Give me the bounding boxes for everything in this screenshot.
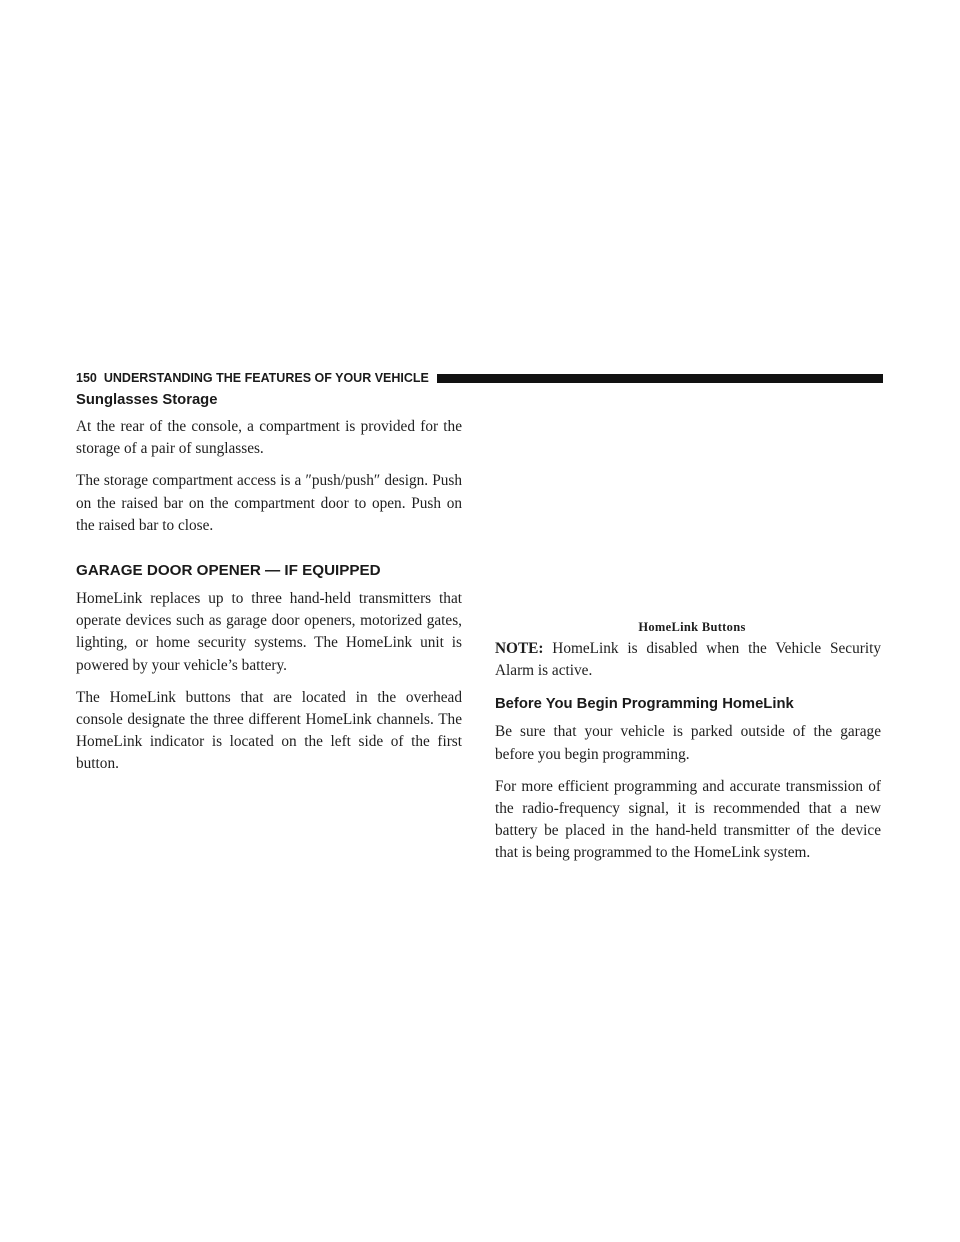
header-rule [437, 374, 883, 383]
garage-paragraph-2: The HomeLink buttons that are located in the overhead console designate the three different HomeLink channels. The HomeLink indicator is located on the left side of the first button. [76, 688, 462, 773]
sunglasses-storage-heading: Sunglasses Storage [76, 392, 218, 408]
note-label: NOTE: [495, 640, 544, 657]
note-text: HomeLink is disabled when the Vehicle Security Alarm is active. [495, 640, 881, 680]
right-column [495, 392, 881, 875]
running-header [76, 370, 883, 386]
before-paragraph-2: For more efficient programming and accurate transmission of the radio-frequency signal, it is recommended that a new battery be placed in the hand-held transmitter of the device that is being programmed to the HomeLink system. [495, 777, 881, 862]
before-programming-heading: Before You Begin Programming HomeLink [495, 696, 794, 713]
figure-caption: HomeLink Buttons [638, 620, 746, 634]
homelink-figure [495, 392, 881, 620]
sunglasses-paragraph-2: The storage compartment access is a ″push/push″ design. Push on the raised bar on the compartment door to open. Push on the raised bar to close. [76, 472, 462, 534]
garage-door-opener-heading: GARAGE DOOR OPENER — IF EQUIPPED [76, 562, 381, 580]
garage-paragraph-1: HomeLink replaces up to three hand-held transmitters that operate devices such as garage door openers, motorized gates, lighting, or home security systems. The HomeLink unit is powered by your vehicle’s battery. [76, 590, 462, 674]
sunglasses-paragraph-1: At the rear of the console, a compartment is provided for the storage of a pair of sunglasses. [76, 418, 462, 458]
left-column [76, 392, 462, 786]
page-number: 150 [76, 371, 97, 385]
chapter-title: UNDERSTANDING THE FEATURES OF YOUR VEHICLE [103, 371, 429, 385]
before-paragraph-1: Be sure that your vehicle is parked outside of the garage before you begin programming. [495, 723, 881, 763]
note-paragraph [495, 638, 881, 682]
